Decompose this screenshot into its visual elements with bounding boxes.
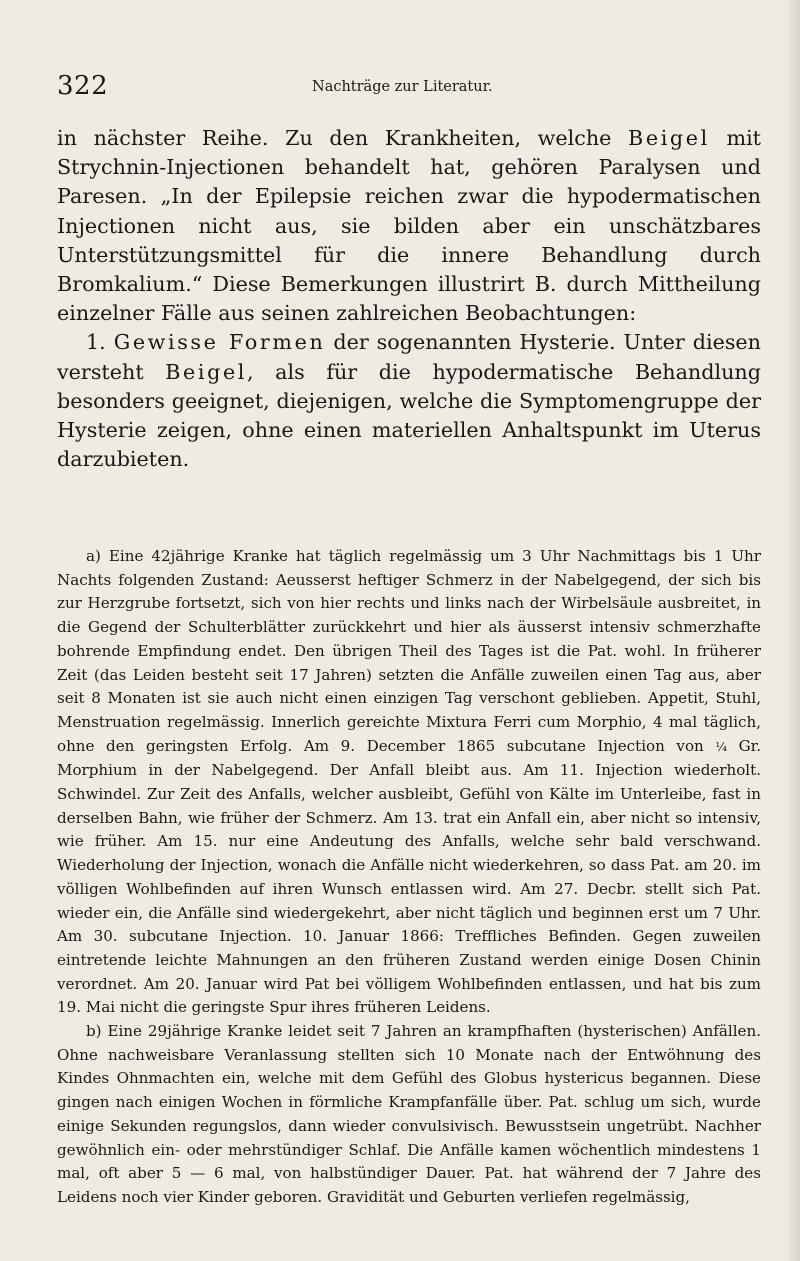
case-reports — [57, 545, 761, 1210]
case-a-text: a) Eine 42jährige Kranke hat täglich regelmässig um 3 Uhr Nachmittags bis 1 Uhr Nachts folgenden Zustand: Aeusserst heftiger Schmerz in der Nabelgegend, der sich bis zur Herzgrube fortsetzt, sich von hier rechts und links nach der Wirbelsäule ausbreitet, in die Gegend der Schulterblätter zurückkehrt und hier als äusserst intensiv schmerzhafte bohrende Empfindung endet. Den übrigen Theil des Tages ist die Pat. wohl. In früherer Zeit (das Leiden besteht seit 17 Jahren) setzten die Anfälle zuweilen einen Tag aus, aber seit 8 Monaten ist sie auch nicht einen einzigen Tag verschont geblieben. Appetit, Stuhl, Menstruation regelmässig. Innerlich gereichte Mixtura Ferri cum Morphio, 4 mal täglich, ohne den geringsten Erfolg. Am 9. December 1865 subcutane Injection von — [57, 547, 761, 755]
page-number: 322 — [57, 71, 109, 101]
section-text: der sogenannten Hysterie. Unter diesen versteht — [57, 330, 761, 384]
case-a-text-rest: Gr. Morphium in der Nabelgegend. Der Anfall bleibt aus. Am 11. Injection wiederholt. Schwindel. Zur Zeit des Anfalls, welcher ausbleibt, Gefühl von Kälte im Unterleibe, fast in derselben Bahn, wie früher der Schmerz. Am 13. trat ein Anfall ein, aber nicht so intensiv, wie früher. Am 15. nur eine Andeutung des Anfalls, welche sehr bald verschwand. Wiederholung der Injection, wonach die Anfälle nicht wiederkehren, so dass Pat. am 20. im völligen Wohlbefinden auf ihren Wunsch entlassen wird. Am 27. Decbr. stellt sich Pat. wieder ein, die Anfälle sind wiedergekehrt, aber nicht täglich und beginnen erst um 7 Uhr. Am 30. subcutane Injection. 10. Januar 1866: Treffliches Befinden. Gegen zuweilen eintretende leichte Mahnungen an den früheren Zustand werden einige Dosen Chinin verordnet. Am 20. Januar wird Pat bei völligem Wohlbefinden entlassen, und hat bis zum 19. Mai nicht die geringste Spur ihres früheren Leidens. — [57, 736, 762, 1017]
case-a — [57, 545, 761, 1020]
running-head: Nachträge zur Literatur. — [312, 79, 493, 95]
paragraph-intro — [57, 124, 761, 328]
main-text — [57, 124, 761, 474]
paragraph-intro-text: in nächster Reihe. Zu den Krankheiten, welche — [57, 126, 629, 150]
case-b: b) Eine 29jährige Kranke leidet seit 7 Jahren an krampfhaften (hysterischen) Anfällen. Ohne nachweisbare Veranlassung stellten sich 10 Monate nach der Entwöhnung des Kindes Ohnmachten ein, welche mit dem Gefühl des Globus hystericus begannen. Diese gingen nach einigen Wochen in förmliche Krampfanfälle über. Pat. schlug um sich, wurde einige Sekunden regungslos, dann wieder convulsivisch. Bewusstsein ungetrübt. Nachher gewöhnlich ein- oder mehrstündiger Schlaf. Die Anfälle kamen wöchentlich mindestens 1 mal, oft aber 5 — 6 mal, von halbstündiger Dauer. Pat. hat während der 7 Jahre des Leidens noch vier Kinder geboren. Gravidität und Geburten verliefen regelmässig, — [57, 1022, 761, 1206]
paragraph-intro-rest: mit Strychnin-Injectionen behandelt hat, gehören Paralysen und Paresen. „In der Epilepsie reichen zwar die hypodermatischen Injectionen nicht aus, sie bilden aber ein unschätzbares Unterstützungsmittel für die innere Behandlung durch Bromkalium.“ Diese Bemerkungen illustrirt B. durch Mittheilung einzelner Fälle aus seinen zahlreichen Beobachtungen: — [57, 126, 761, 326]
dose-fraction: ¼ — [715, 739, 727, 754]
section-heading: Gewisse Formen — [113, 330, 326, 355]
author-name-2: Beigel — [165, 359, 247, 384]
section-number: 1. — [86, 330, 114, 355]
section-text-rest: , als für die hypodermatische Behandlung besonders geeignet, diejenigen, welche die Symptomengruppe der Hysterie zeigen, ohne einen materiellen Anhaltspunkt im Uterus darzubieten. — [57, 359, 761, 472]
author-name: Beigel — [628, 126, 710, 150]
paragraph-section-1 — [57, 328, 761, 474]
page-edge-shadow — [786, 0, 800, 1261]
